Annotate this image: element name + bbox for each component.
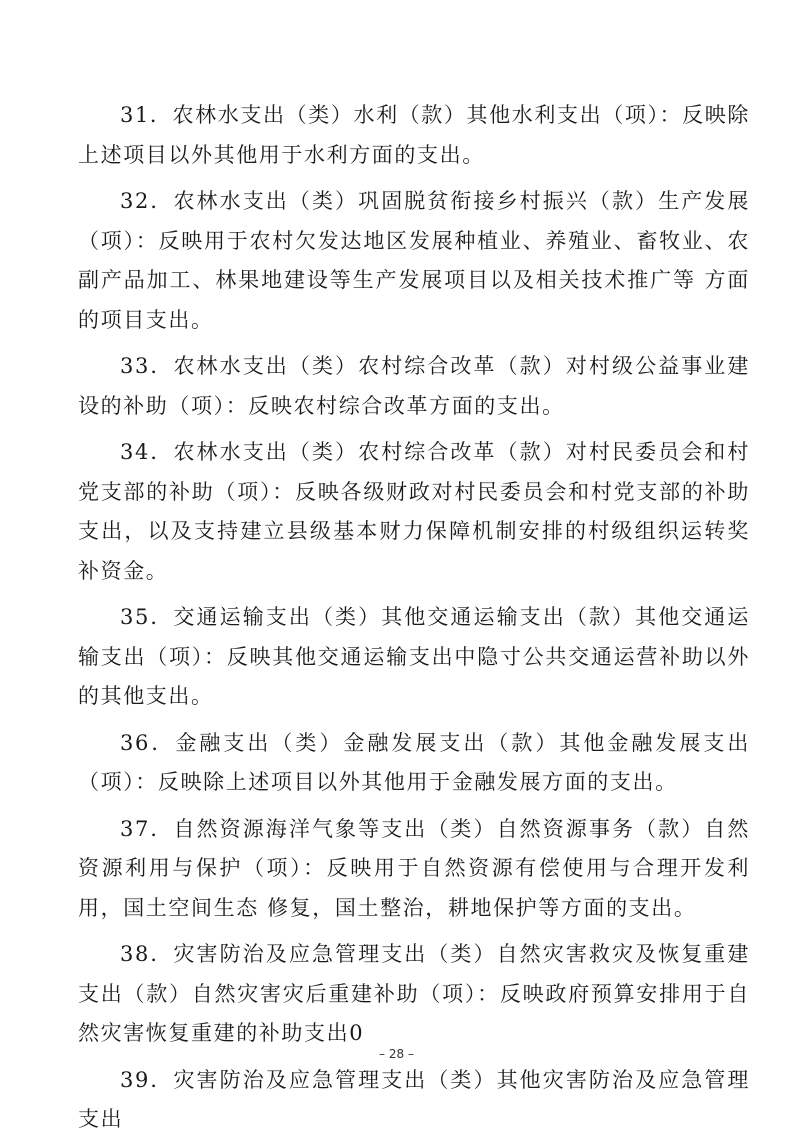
document-body <box>78 96 750 1147</box>
paragraph-35: 35．交通运输支出（类）其他交通运输支出（款）其他交通运输支出（项）：反映其他交通运输支出中隐寸公共交通运营补助以外的其他支出。 <box>78 605 750 708</box>
paragraph-34: 34．农林水支出（类）农村综合改革（款）对村民委员会和村党支部的补助（项）：反映各级财政对村民委员会和村党支部的补助支出，以及支持建立县级基本财力保障机制安排的村级组织运转奖补资金。 <box>78 440 750 583</box>
paragraph-31: 31．农林水支出（类）水利（款）其他水利支出（项）：反映除上述项目以外其他用于水利方面的支出。 <box>78 103 750 167</box>
paragraph-38: 38．灾害防治及应急管理支出（类）自然灾害救灾及恢复重建支出（款）自然灾害灾后重建补助（项）：反映政府预算安排用于自然灾害恢复重建的补助支出0 <box>78 942 750 1045</box>
page-number: – 28 – <box>379 1047 414 1061</box>
paragraph-37: 37．自然资源海洋气象等支出（类）自然资源事务（款）自然资源利用与保护（项）：反映用于自然资源有偿使用与合理开发利用，国土空间生态 修复，国土整治，耕地保护等方面的支出。 <box>78 816 750 920</box>
paragraph-33: 33．农林水支出（类）农村综合改革（款）对村级公益事业建设的补助（项）：反映农村综合改革方面的支出。 <box>78 354 750 418</box>
paragraph-36: 36．金融支出（类）金融发展支出（款）其他金融发展支出（项）：反映除上述项目以外其他用于金融发展方面的支出。 <box>78 730 750 794</box>
paragraph-39: 39．灾害防治及应急管理支出（类）其他灾害防治及应急管理支出 <box>78 1067 750 1131</box>
paragraph-32: 32．农林水支出（类）巩固脱贫衔接乡村振兴（款）生产发展（项）：反映用于农村欠发达地区发展种植业、养殖业、畜牧业、农 副产品加工、林果地建设等生产发展项目以及相关技术推广等 方面的项目支出。 <box>78 189 750 332</box>
